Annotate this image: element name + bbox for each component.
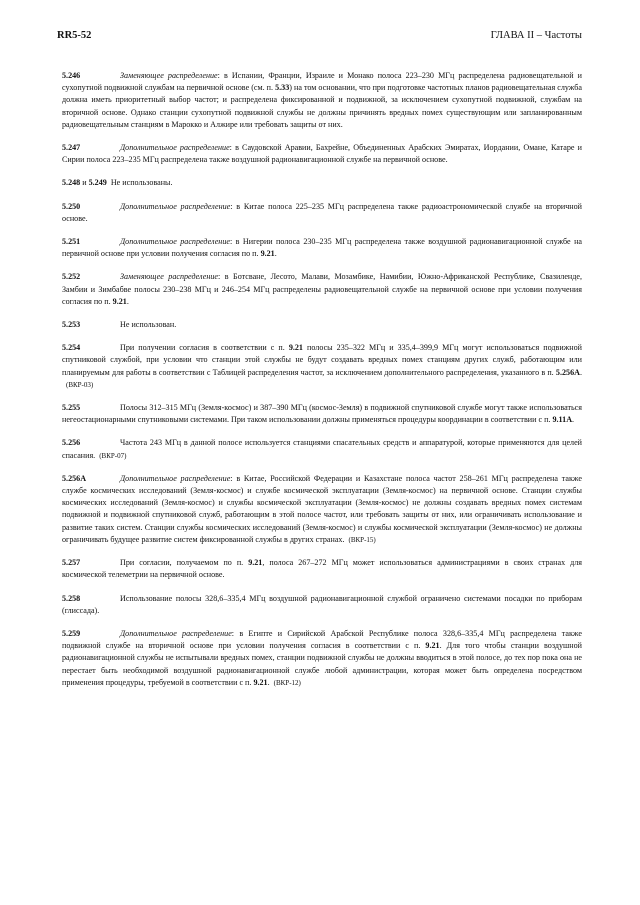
provision-paragraph	[62, 593, 582, 617]
provision-number: 5.255	[62, 403, 81, 413]
provision-paragraph	[62, 473, 582, 546]
provision-reference: 9.21	[288, 343, 303, 353]
provision-reference: 9.21	[425, 641, 440, 651]
provision-number: 5.253	[62, 320, 81, 330]
provision-number: 5.257	[62, 558, 81, 568]
provision-paragraph	[62, 201, 582, 225]
provision-reference: 5.33	[275, 83, 290, 93]
conference-reference: (ВКР-03)	[66, 380, 94, 389]
provision-number: 5.256А	[62, 473, 87, 483]
provision-text: Частота 243 МГц в данной полосе используется станциями спасательных средств и аппаратурой, которые применяются для целей спасания.	[62, 438, 582, 460]
page-header-code: RR5-52	[57, 30, 92, 41]
page-header-chapter: ГЛАВА II – Частоты	[490, 30, 582, 41]
provision-text: : в Китае, Российской Федерации и Казахстане полоса частот 258–261 МГц распределена также службе космических исследований (Земля-космос) и службе космической эксплуатации (Земля-космос) на первичной основе. Станции службы космических исследований (Земля-космос) и службы космической эксплуатации (Земля-космос) не должны создавать вредных помех системам подвижной и подвижной спутниковой служб, работающим в этой полосе частот, или требовать защиты от них, или ограничивать использование и развитие таких систем. Станции службы космических исследований (Земля-космос) и службы космической эксплуатации (Земля-космос) не должны ограничивать будущее развитие систем фиксированной службы в других странах.	[62, 473, 582, 544]
provision-paragraph	[62, 177, 582, 189]
allocation-type: Дополнительное распределение	[120, 201, 231, 211]
provision-text: При согласии, получаемом по п.	[120, 558, 249, 568]
provision-number: 5.246	[62, 71, 81, 80]
provision-text: : в Китае полоса 225–235 МГц распределена также радиоастрономической службе на вторичной основе.	[62, 201, 582, 223]
provision-text: Не использованы.	[110, 178, 173, 188]
provision-reference: 9.21	[260, 249, 275, 259]
provision-reference: 9.21	[112, 296, 127, 306]
allocation-type: Заменяющее распределение	[120, 272, 219, 282]
provision-number: 5.254	[62, 343, 81, 353]
provision-paragraph	[62, 342, 582, 391]
provision-text: , полоса 267–272 МГц может использоваться администрациями в своих странах для космической телеметрии на первичной основе.	[62, 558, 582, 580]
provision-text: .	[274, 249, 277, 259]
provision-text: .	[126, 296, 129, 306]
allocation-type: Дополнительное распределение	[120, 237, 230, 247]
provision-paragraph	[62, 236, 582, 260]
provision-text: полосы 235–322 МГц и 335,4–399,9 МГц могут использоваться подвижной спутниковой службой, при условии что станции этой службы не будут создавать вредных помех станциям других служб, работающим или планируемым для работы в соответствии с Таблицей распределения частот, за исключением дополнительного распределения, указанного в п.	[62, 343, 582, 377]
provision-reference: 9.21	[248, 558, 263, 568]
provision-text: .	[572, 415, 575, 425]
provision-paragraph	[62, 402, 582, 426]
provision-paragraph	[62, 142, 582, 166]
provision-number: 5.248 и 5.249	[62, 178, 107, 188]
provision-number: 5.247	[62, 143, 81, 153]
allocation-type: Дополнительное распределение	[120, 473, 231, 483]
provision-paragraph	[62, 557, 582, 581]
provision-text: : в Египте и Сирийской Арабской Республике полоса 328,6–335,4 МГц распределена также подвижной службе на вторичной основе при условии получения согласия в соответствии с п.	[62, 628, 582, 651]
provision-text: : в Ботсване, Лесото, Малави, Мозамбике, Намибии, Южно-Африканской Республике, Свазиленде, Замбии и Зимбабве полосы 230–238 МГц и 246–254 МГц распределены радиовещательной службе на первичной основе при условии получения согласия по п.	[62, 272, 582, 306]
provision-number: 5.250	[62, 201, 81, 211]
provision-text: Не использован.	[120, 320, 177, 330]
provision-paragraph	[62, 437, 582, 461]
conference-reference: (ВКР-12)	[273, 678, 301, 687]
provision-reference: 9.11А	[552, 415, 573, 425]
provision-text: Использование полосы 328,6–335,4 МГц воздушной радионавигационной службой ограничено системами посадки по приборам (глиссада).	[62, 593, 582, 615]
allocation-type: Дополнительное распределение	[120, 628, 232, 638]
provision-text: : в Нигерии полоса 230–235 МГц распределена также воздушной радионавигационной службе на первичной основе при условии получения согласия по п.	[62, 237, 582, 259]
provision-text: ) на том основании, что при подготовке частотных планов радиовещательная служба должна иметь приоритетный выбор частот; и распределена фиксированной и подвижной, за исключением сухопутной подвижной, службам на вторичной основе. Однако станции сухопутной подвижной службы не должны причинять вредных помех существующим или запланированным радиовещательным станциям в Марокко и Алжире или требовать защиты от них.	[62, 83, 582, 129]
provision-number-suffix: и 5.249	[80, 178, 107, 188]
provision-number: 5.251	[62, 237, 81, 247]
provision-text: Полосы 312–315 МГц (Земля-космос) и 387–390 МГц (космос-Земля) в подвижной спутниковой службе могут также использоваться негеостационарными спутниковыми системами. При таком использовании должны применяться процедуры координации в соответствии с п.	[62, 403, 582, 425]
conference-reference: (ВКР-07)	[99, 451, 127, 460]
provision-text: .	[267, 677, 270, 687]
provision-paragraph	[62, 70, 582, 131]
provision-number: 5.256	[62, 438, 81, 448]
allocation-type: Заменяющее распределение	[120, 71, 218, 80]
conference-reference: (ВКР-15)	[348, 535, 376, 544]
provision-paragraph	[62, 628, 582, 689]
provision-text: : в Испании, Франции, Израиле и Монако полоса 223–230 МГц распределена радиовещательной и сухопутной подвижной службам на первичной основе (см. п.	[62, 71, 582, 93]
document-body	[62, 70, 582, 700]
provision-reference: 9.21	[253, 677, 268, 687]
provision-paragraph	[62, 271, 582, 308]
provision-number: 5.258	[62, 593, 81, 603]
provision-number: 5.259	[62, 628, 81, 638]
provision-reference: 5.256А	[555, 367, 580, 377]
provision-text: При получении согласия в соответствии с п.	[120, 343, 289, 353]
provision-paragraph	[62, 319, 582, 331]
provision-text: : в Саудовской Аравии, Бахрейне, Объединенных Арабских Эмиратах, Иордании, Омане, Катаре и Сирии полоса 223–235 МГц распределена также воздушной радионавигационной службе на первичной основе.	[62, 143, 582, 165]
provision-text: .	[579, 367, 582, 377]
provision-text: . Для того чтобы станции воздушной радионавигационной службы не испытывали вредных помех, станции подвижной службы не должны вводиться в этой полосе, до тех пор пока она не перестает быть необходимой воздушной радионавигационной службе любой администрации, которая может быть определена посредством применения процедуры, требуемой в соответствии с п.	[62, 641, 582, 687]
provision-number: 5.252	[62, 272, 81, 282]
allocation-type: Дополнительное распределение	[120, 143, 230, 153]
